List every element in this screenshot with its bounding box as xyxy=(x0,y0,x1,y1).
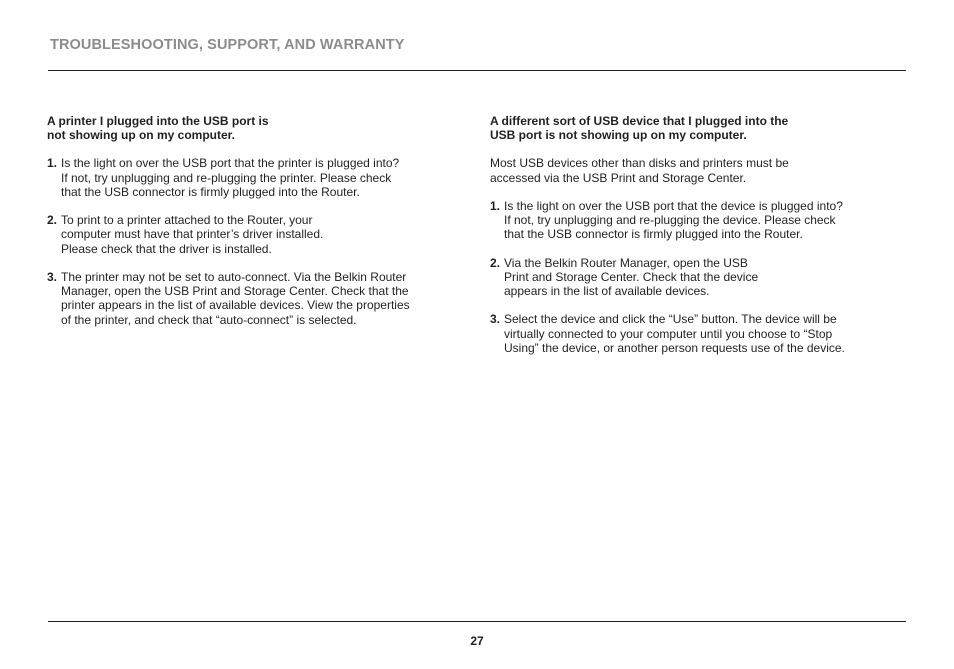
printer-step-2 xyxy=(47,213,462,256)
right-column xyxy=(490,114,900,369)
step-number: 1. xyxy=(47,156,58,171)
printer-question-heading xyxy=(47,114,462,142)
printer-step-1 xyxy=(47,156,462,199)
step-text-line: Manager, open the USB Print and Storage Center. Check that the xyxy=(61,284,409,299)
step-text-line: of the printer, and check that “auto-connect” is selected. xyxy=(61,312,357,327)
step-text-line: appears in the list of available devices. xyxy=(504,284,710,299)
step-text-line: printer appears in the list of available devices. View the properties xyxy=(61,298,410,313)
step-text-line: that the USB connector is firmly plugged into the Router. xyxy=(61,184,360,199)
question-line: A printer I plugged into the USB port is xyxy=(47,114,269,128)
step-text-line: Print and Storage Center. Check that the device xyxy=(504,269,759,284)
question-line: A different sort of USB device that I plugged into the xyxy=(490,114,789,128)
printer-step-3 xyxy=(47,270,462,327)
step-text-line: If not, try unplugging and re-plugging the device. Please check xyxy=(504,213,836,228)
step-text-line: To print to a printer attached to the Router, your xyxy=(61,213,313,228)
usb-device-question-heading xyxy=(490,114,900,142)
step-text-line: The printer may not be set to auto-connect. Via the Belkin Router xyxy=(61,270,407,284)
section-header-title: TROUBLESHOOTING, SUPPORT, AND WARRANTY xyxy=(50,37,405,53)
intro-line: accessed via the USB Print and Storage Center. xyxy=(490,170,747,185)
step-text-line: Using” the device, or another person requests use of the device. xyxy=(504,340,845,355)
usb-device-step-3 xyxy=(490,312,900,355)
page-number: 27 xyxy=(470,634,484,648)
step-text-line: virtually connected to your computer until you choose to “Stop xyxy=(504,326,833,341)
intro-line: Most USB devices other than disks and printers must be xyxy=(490,156,789,171)
question-line: USB port is not showing up on my computer. xyxy=(490,128,747,143)
step-number: 2. xyxy=(47,213,58,228)
step-number: 2. xyxy=(490,255,501,270)
left-column xyxy=(47,114,462,341)
usb-device-step-1 xyxy=(490,199,900,242)
step-text-line: that the USB connector is firmly plugged into the Router. xyxy=(504,227,803,242)
step-text-line: Is the light on over the USB port that the printer is plugged into? xyxy=(61,156,400,171)
usb-device-intro-paragraph xyxy=(490,156,900,184)
step-text-line: Is the light on over the USB port that the device is plugged into? xyxy=(504,198,843,213)
header-divider xyxy=(48,70,906,71)
step-text-line: Please check that the driver is installed. xyxy=(61,241,272,256)
question-line: not showing up on my computer. xyxy=(47,128,235,143)
footer-divider xyxy=(48,621,906,622)
step-number: 1. xyxy=(490,198,501,213)
step-text-line: Via the Belkin Router Manager, open the USB xyxy=(504,255,748,270)
step-text-line: Select the device and click the “Use” button. The device will be xyxy=(504,312,837,327)
step-number: 3. xyxy=(490,312,501,327)
step-number: 3. xyxy=(47,270,58,284)
step-text-line: If not, try unplugging and re-plugging the printer. Please check xyxy=(61,170,392,185)
step-text-line: computer must have that printer’s driver installed. xyxy=(61,227,324,242)
usb-device-step-2 xyxy=(490,256,900,299)
